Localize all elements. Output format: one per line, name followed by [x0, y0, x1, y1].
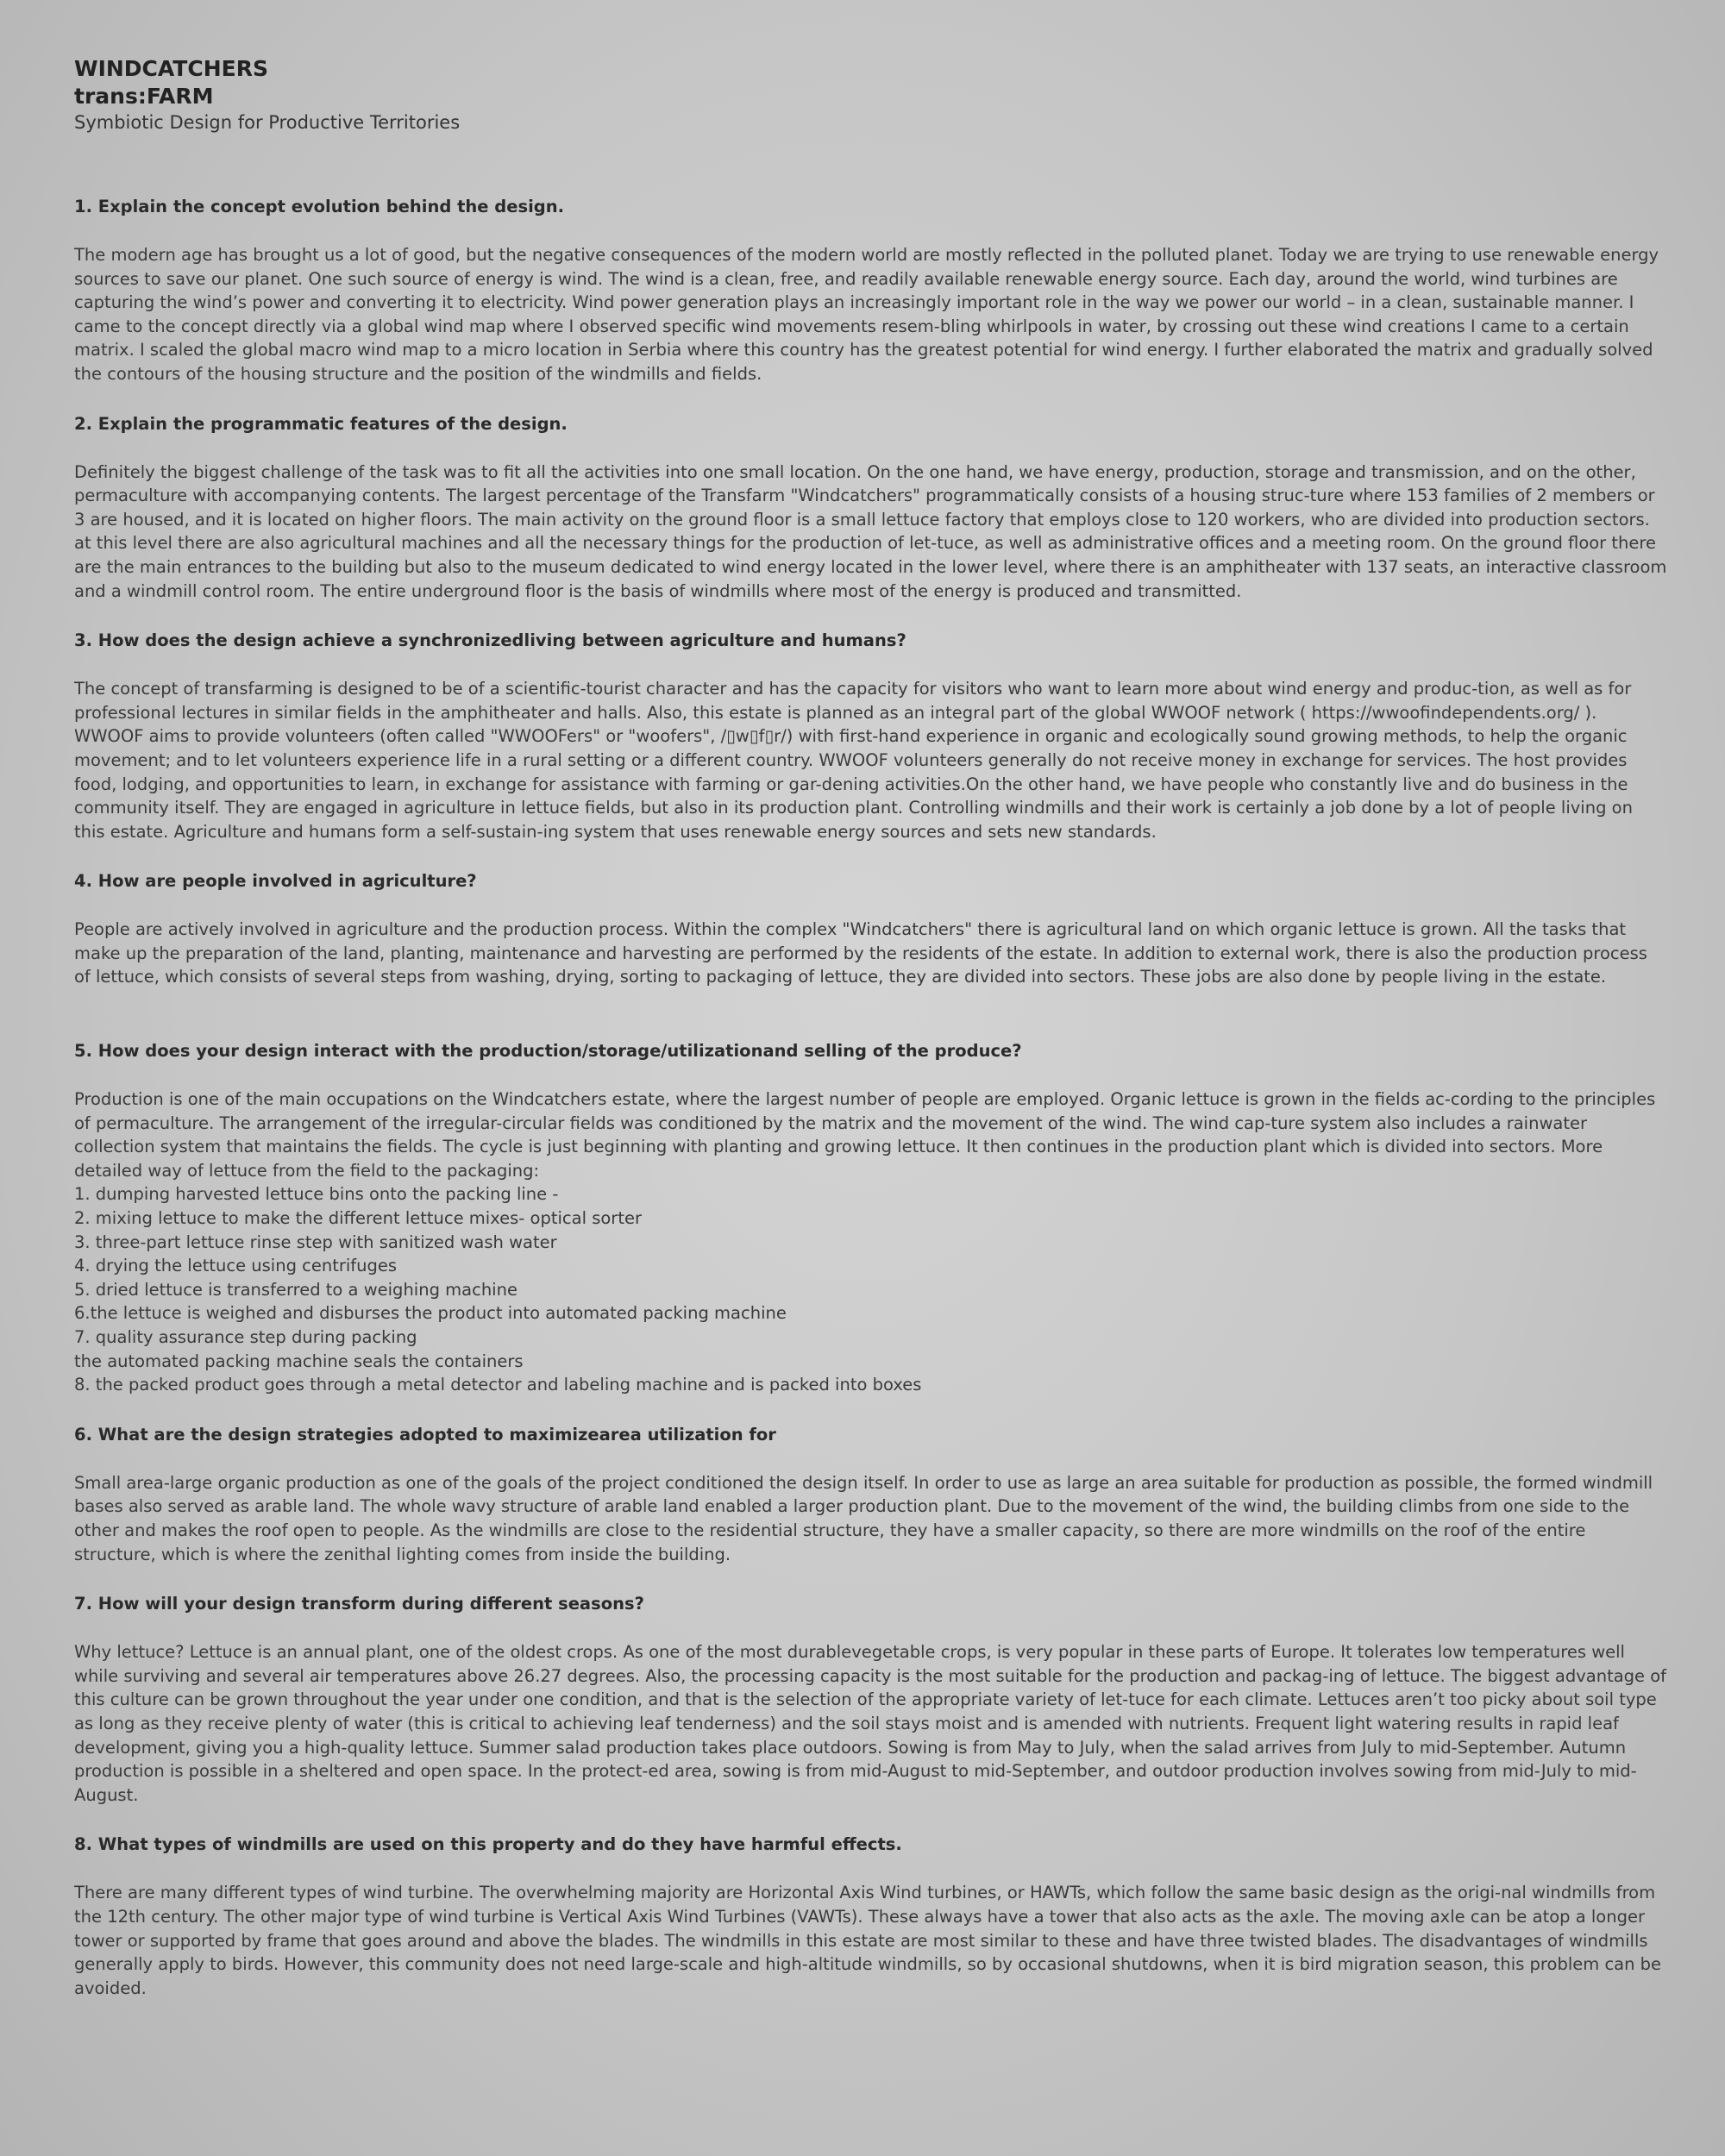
qa-section	[74, 195, 1668, 386]
section-question: 5. How does your design interact with the production/storage/utilizationand selling of the produce?	[74, 1041, 1022, 1062]
document-page	[74, 55, 1668, 2026]
list-item: 7. quality assurance step during packing	[74, 1327, 417, 1347]
list-item: 2. mixing lettuce to make the different lettuce mixes- optical sorter	[74, 1208, 642, 1229]
answer-paragraph: There are many different types of wind turbine. The overwhelming majority are Horizontal Axis Wind turbines, or HAWTs, which follow the same basic design as the origi-nal windmills from the 12th century. The other major type of wind turbine is Vertical Axis Wind Turbines (VAWTs). These always have a tower that also acts as the axle. The moving axle can be atop a longer tower or supported by frame that goes around and above the blades. The windmills in this estate are most similar to these and have three twisted blades. The disadvantages of windmills generally apply to birds. However, this community does not need large-scale and high-altitude windmills, so by occasional shutdowns, when it is bird migration season, this problem can be avoided.	[74, 1883, 1662, 1998]
list-item: the automated packing machine seals the containers	[74, 1351, 524, 1371]
document-subtitle: trans:FARM	[74, 84, 214, 109]
section-question: 1. Explain the concept evolution behind the design.	[74, 197, 565, 216]
answer-paragraph: The modern age has brought us a lot of good, but the negative consequences of the modern world are mostly reflected in the polluted planet. Today we are trying to use renewable energy sources to save our planet. One such source of energy is wind. The wind is a clean, free, and readily available renewable energy source. Each day, around the world, wind turbines are capturing the wind’s power and converting it to electricity. Wind power generation plays an increasingly important role in the way we power our world – in a clean, sustainable manner. I came to the concept directly via a global wind map where I observed specific wind movements resem-bling whirlpools in water, by crossing out these wind creations I came to a certain matrix. I scaled the global macro wind map to a micro location in Serbia where this country has the greatest potential for wind energy. I further elaborated the matrix and gradually solved the contours of the housing structure and the position of the windmills and fields.	[74, 245, 1659, 384]
section-question: 4. How are people involved in agriculture?	[74, 871, 477, 892]
qa-sections	[74, 195, 1668, 2000]
list-item: 5. dried lettuce is transferred to a weighing machine	[74, 1279, 518, 1300]
qa-section	[74, 1039, 1668, 1397]
answer-paragraph: Small area-large organic production as one of the goals of the project conditioned the design itself. In order to use as large an area suitable for production as possible, the formed windmill bases also served as arable land. The whole wavy structure of arable land enabled a larger production plant. Due to the movement of the wind, the building climbs from one side to the other and makes the roof open to people. As the windmills are close to the residential structure, they have a smaller capacity, so there are more windmills on the roof of the entire structure, which is where the zenithal lighting comes from inside the building.	[74, 1472, 1653, 1564]
list-item: 3. three-part lettuce rinse step with sanitized wash water	[74, 1232, 557, 1252]
qa-section	[74, 629, 1668, 843]
answer-paragraph: Definitely the biggest challenge of the task was to fit all the activities into one small location. On the one hand, we have energy, production, storage and transmission, and on the other, permaculture with accompanying contents. The largest percentage of the Transfarm "Windcatchers" programmatically consists of a housing struc-ture where 153 families of 2 members or 3 are housed, and it is located on higher floors. The main activity on the ground floor is a small lettuce factory that employs close to 120 workers, who are divided into production sectors. at this level there are also agricultural machines and all the necessary things for the production of let-tuce, as well as administrative offices and a meeting room. On the ground floor there are the main entrances to the building but also to the museum dedicated to wind energy located in the lower level, where there is an amphitheater with 137 seats, an interactive classroom and a windmill control room. The entire underground floor is the basis of windmills where most of the energy is produced and transmitted.	[74, 461, 1667, 601]
qa-section	[74, 1833, 1668, 2000]
section-answer	[74, 1640, 1668, 1807]
document-tagline: Symbiotic Design for Productive Territories	[74, 112, 461, 133]
list-item: 4. drying the lettuce using centrifuges	[74, 1256, 398, 1276]
section-answer	[74, 243, 1668, 386]
qa-section	[74, 869, 1668, 989]
section-question: 7. How will your design transform during different seasons?	[74, 1594, 644, 1614]
answer-paragraph: People are actively involved in agriculture and the production process. Within the complex "Windcatchers" there is agricultural land on which organic lettuce is grown. All the tasks that make up the preparation of the land, planting, maintenance and harvesting are performed by the residents of the estate. In addition to external work, there is also the production process of lettuce, which consists of several steps from washing, drying, sorting to packaging of lettuce, they are divided into sectors. These jobs are also done by people living in the estate.	[74, 919, 1647, 987]
list-item: 6.the lettuce is weighed and disburses the product into automated packing machine	[74, 1303, 787, 1324]
list-item: 1. dumping harvested lettuce bins onto the packing line -	[74, 1184, 559, 1205]
section-answer	[74, 1471, 1668, 1566]
section-answer	[74, 677, 1668, 843]
section-question: 6. What are the design strategies adopted to maximizearea utilization for	[74, 1424, 776, 1445]
answer-paragraph: Production is one of the main occupations on the Windcatchers estate, where the largest number of people are employed. Organic lettuce is grown in the fields ac-cording to the principles of permaculture. The arrangement of the irregular-circular fields was conditioned by the matrix and the movement of the wind. The wind cap-ture system also includes a rainwater collection system that maintains the fields. The cycle is just beginning with planting and growing lettuce. It then continues in the production plant which is divided into sectors. More detailed way of lettuce from the field to the packaging:	[74, 1089, 1656, 1181]
section-question: 3. How does the design achieve a synchronizedliving between agriculture and humans?	[74, 630, 906, 651]
document-title: WINDCATCHERS	[74, 56, 268, 81]
list-item: 8. the packed product goes through a metal detector and labeling machine and is packed into boxes	[74, 1375, 922, 1395]
document-header	[74, 55, 1668, 135]
answer-paragraph: The concept of transfarming is designed to be of a scientific-tourist character and has the capacity for visitors who want to learn more about wind energy and produc-tion, as well as for professional lectures in similar fields in the amphitheater and halls. Also, this estate is planned as an integral part of the global WWOOF network ( https://wwoofindependents.org/ ). WWOOF aims to provide volunteers (often called "WWOOFers" or "woofers", /▯w▯f▯r/) with first-hand experience in organic and ecologically sound growing methods, to help the organic movement; and to let volunteers experience life in a rural setting or a different country. WWOOF volunteers generally do not receive money in exchange for services. The host provides food, lodging, and opportunities to learn, in exchange for assistance with farming or gar-dening activities.On the other hand, we have people who constantly live and do business in the community itself. They are engaged in agriculture in lettuce fields, but also in its production plant. Controlling windmills and their work is certainly a job done by a lot of people living on this estate. Agriculture and humans form a self-sustain-ing system that uses renewable energy sources and sets new standards.	[74, 679, 1633, 842]
section-answer	[74, 918, 1668, 989]
answer-paragraph: Why lettuce? Lettuce is an annual plant, one of the oldest crops. As one of the most durablevegetable crops, is very popular in these parts of Europe. It tolerates low temperatures well while surviving and several air temperatures above 26.27 degrees. Also, the processing capacity is the most suitable for the production and packag-ing of lettuce. The biggest advantage of this culture can be grown throughout the year under one condition, and that is the selection of the appropriate variety of let-tuce for each climate. Lettuces aren’t too picky about soil type as long as they receive plenty of water (this is critical to achieving leaf tenderness) and the soil stays moist and is amended with nutrients. Frequent light watering results in rapid leaf development, giving you a high-quality lettuce. Summer salad production takes place outdoors. Sowing is from May to July, when the salad arrives from July to mid-September. Autumn production is possible in a sheltered and open space. In the protect-ed area, sowing is from mid-August to mid-September, and outdoor production involves sowing from mid-July to mid-August.	[74, 1642, 1667, 1805]
qa-section	[74, 1423, 1668, 1566]
section-answer	[74, 1881, 1668, 2000]
qa-section	[74, 412, 1668, 604]
section-answer	[74, 1087, 1668, 1397]
section-answer	[74, 461, 1668, 604]
qa-section	[74, 1592, 1668, 1807]
section-question: 2. Explain the programmatic features of the design.	[74, 413, 568, 434]
section-question: 8. What types of windmills are used on this property and do they have harmful effects.	[74, 1834, 902, 1855]
